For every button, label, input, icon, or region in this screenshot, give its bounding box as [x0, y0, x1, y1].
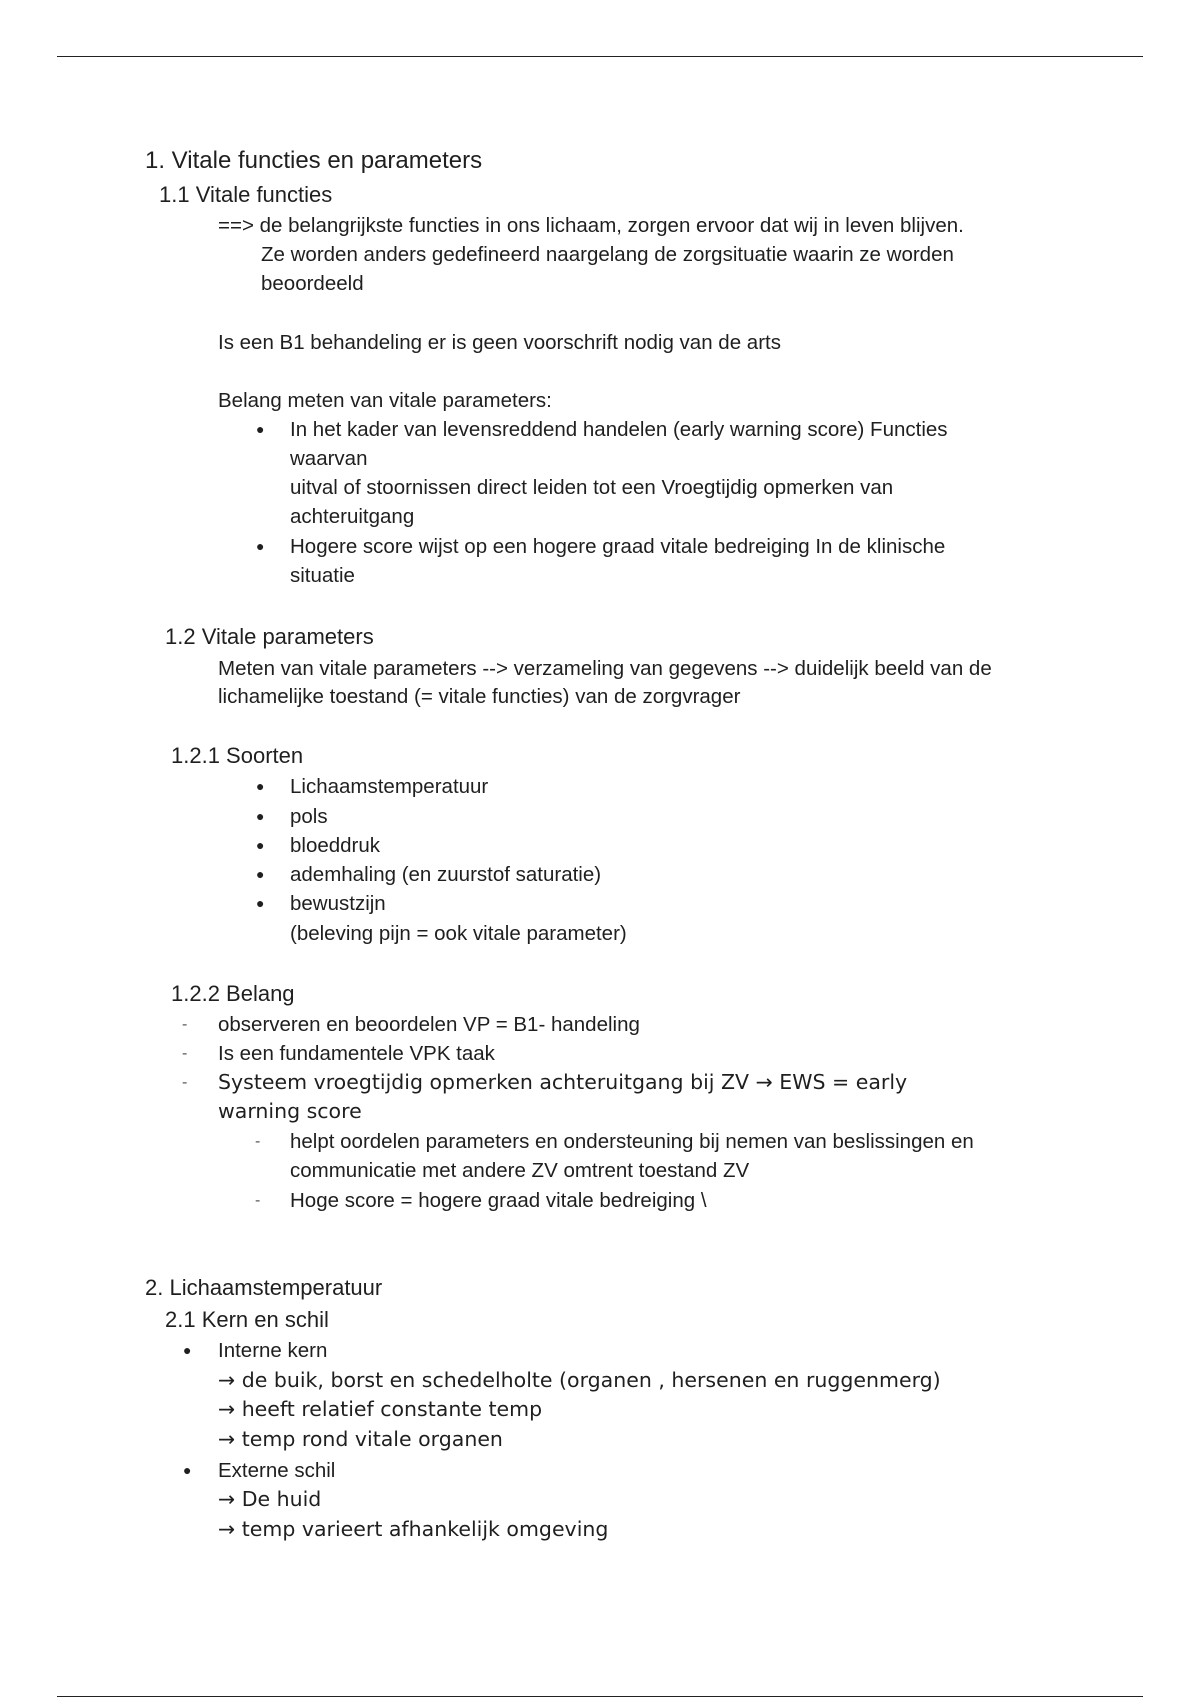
belang-subitem-cont: communicatie met andere ZV omtrent toestand ZV — [290, 1159, 750, 1182]
heading-1: 1. Vitale functies en parameters — [145, 147, 483, 174]
belang-bullet-1-line-3: uitval of stoornissen direct leiden tot een Vroegtijdig opmerken van — [290, 476, 894, 499]
belang-subitem: helpt oordelen parameters en ondersteuning bij nemen van beslissingen en — [290, 1130, 974, 1153]
bullet-icon: ● — [256, 837, 265, 853]
soorten-item: bewustzijn — [290, 892, 386, 915]
bullet-icon: ● — [256, 778, 265, 794]
belang-bullet-1-line-4: achteruitgang — [290, 505, 415, 528]
kern-label: Interne kern — [218, 1339, 328, 1362]
kern-item: → de buik, borst en schedelholte (organen , hersenen en ruggenmerg) — [218, 1368, 941, 1392]
heading-1-2-2: 1.2.2 Belang — [171, 981, 295, 1006]
soorten-item: Lichaamstemperatuur — [290, 775, 489, 798]
bullet-icon: ● — [256, 421, 265, 437]
intro-line-2: Ze worden anders gedefineerd naargelang de zorgsituatie waarin ze worden — [261, 243, 954, 266]
bullet-icon: ● — [256, 866, 265, 882]
heading-2-1: 2.1 Kern en schil — [165, 1307, 329, 1332]
belang-bullet-1-line-2: waarvan — [290, 447, 368, 470]
heading-1-2-1: 1.2.1 Soorten — [171, 743, 304, 768]
belang-subitem: Hoge score = hogere graad vitale bedreiging \ — [290, 1189, 707, 1212]
soorten-note: (beleving pijn = ook vitale parameter) — [290, 922, 627, 945]
belang-item: Systeem vroegtijdig opmerken achteruitgang bij ZV → EWS = early — [218, 1070, 908, 1094]
dash-icon: - — [182, 1016, 188, 1033]
kern-item: → heeft relatief constante temp — [218, 1397, 543, 1421]
schil-item: → temp varieert afhankelijk omgeving — [218, 1517, 609, 1541]
heading-2: 2. Lichaamstemperatuur — [145, 1275, 383, 1300]
belang-bullet-1-line-1: In het kader van levensreddend handelen (early warning score) Functies — [290, 418, 948, 441]
dash-icon: - — [182, 1045, 188, 1062]
intro-line-1: ==> de belangrijkste functies in ons lichaam, zorgen ervoor dat wij in leven blijven. — [218, 214, 964, 237]
soorten-item: ademhaling (en zuurstof saturatie) — [290, 863, 602, 886]
bullet-icon: ● — [183, 1342, 192, 1358]
b1-statement: Is een B1 behandeling er is geen voorschrift nodig van de arts — [218, 331, 781, 354]
soorten-item: bloeddruk — [290, 834, 381, 857]
belang-bullet-2-line-1: Hogere score wijst op een hogere graad vitale bedreiging In de klinische — [290, 535, 946, 558]
parameters-text-line-1: Meten van vitale parameters --> verzameling van gegevens --> duidelijk beeld van de — [218, 657, 992, 680]
belang-item: Is een fundamentele VPK taak — [218, 1042, 495, 1065]
dash-icon: - — [182, 1074, 188, 1091]
bullet-icon: ● — [256, 808, 265, 824]
schil-label: Externe schil — [218, 1459, 336, 1482]
kern-item: → temp rond vitale organen — [218, 1427, 503, 1451]
heading-1-2: 1.2 Vitale parameters — [165, 624, 374, 649]
belang-bullet-2-line-2: situatie — [290, 564, 355, 587]
page-bottom-rule — [57, 1696, 1143, 1697]
heading-1-1: 1.1 Vitale functies — [159, 182, 333, 207]
belang-item: observeren en beoordelen VP = B1- handeling — [218, 1013, 640, 1036]
belang-item-cont: warning score — [218, 1099, 362, 1123]
bullet-icon: ● — [183, 1462, 192, 1478]
bullet-icon: ● — [256, 538, 265, 554]
soorten-item: pols — [290, 805, 328, 828]
dash-icon: - — [255, 1133, 261, 1150]
page-top-rule — [57, 56, 1143, 57]
parameters-text-line-2: lichamelijke toestand (= vitale functies) van de zorgvrager — [218, 685, 741, 708]
dash-icon: - — [255, 1192, 261, 1209]
schil-item: → De huid — [218, 1487, 322, 1511]
belang-heading: Belang meten van vitale parameters: — [218, 389, 552, 412]
intro-line-3: beoordeeld — [261, 272, 364, 295]
bullet-icon: ● — [256, 895, 265, 911]
